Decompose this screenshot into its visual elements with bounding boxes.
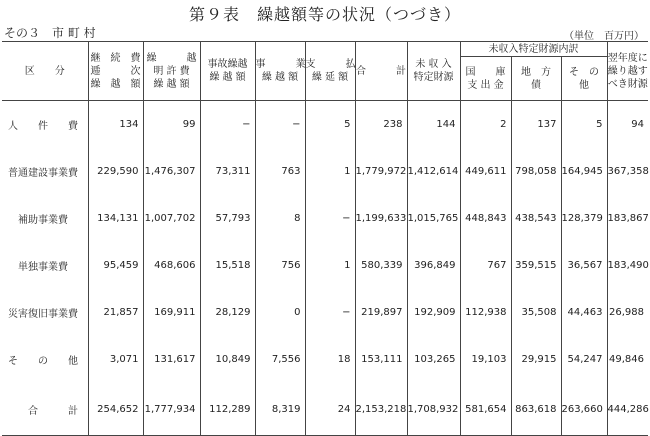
table-row — [2, 383, 648, 436]
table-cell: 94 — [607, 101, 648, 149]
table-cell: 112,938 — [460, 289, 511, 336]
table-cell: 863,618 — [511, 383, 561, 436]
table-cell: 7,556 — [255, 336, 305, 383]
page-title: 第９表 繰越額等の状況（つづき） — [188, 5, 461, 24]
row-label: そ の 他 — [8, 356, 78, 367]
table-row — [2, 195, 648, 242]
table-cell: 29,915 — [511, 336, 561, 383]
table-cell: 254,652 — [88, 383, 143, 436]
table-cell: 763 — [255, 148, 305, 195]
table-cell: 44,463 — [561, 289, 607, 336]
table-cell: 192,909 — [407, 289, 460, 336]
unit-label: （単位 百万円） — [564, 31, 644, 42]
table-cell: 444,286 — [607, 383, 648, 436]
table-cell: 798,058 — [511, 148, 561, 195]
table-cell: 1,007,702 — [143, 195, 200, 242]
table-cell: 134 — [88, 101, 143, 149]
table-row — [2, 148, 648, 195]
table-cell: − — [200, 101, 255, 149]
header-explicit-carryover: 繰 越 明 許 費 繰 越 額 — [143, 42, 200, 101]
header-national-subsidy: 国 庫 支 出 金 — [460, 57, 511, 101]
table-cell: 26,988 — [607, 289, 648, 336]
table-cell: 49,846 — [607, 336, 648, 383]
table-cell: 8,319 — [255, 383, 305, 436]
header-payment-deferral: 支 払 繰 延 額 — [305, 42, 355, 101]
table-cell: 449,611 — [460, 148, 511, 195]
table-cell: 1,015,765 — [407, 195, 460, 242]
table-cell: − — [255, 101, 305, 149]
table-cell: 468,606 — [143, 242, 200, 289]
table-cell: 99 — [143, 101, 200, 149]
table-cell: 1,412,614 — [407, 148, 460, 195]
table-cell: 438,543 — [511, 195, 561, 242]
table-cell: 0 — [255, 289, 305, 336]
row-label: 普通建設事業費 — [8, 168, 78, 179]
header-project-carryover: 事 業 繰 越 額 — [255, 42, 305, 101]
table-cell: 1,199,633 — [355, 195, 407, 242]
table-cell: 28,129 — [200, 289, 255, 336]
table-cell: − — [305, 195, 355, 242]
table-cell: 164,945 — [561, 148, 607, 195]
header-total: 合 計 — [355, 42, 407, 101]
carryover-table — [2, 41, 648, 436]
table-cell: 767 — [460, 242, 511, 289]
row-label: 災害復旧事業費 — [8, 309, 78, 320]
table-cell: 15,518 — [200, 242, 255, 289]
table-cell: 448,843 — [460, 195, 511, 242]
table-cell: 229,590 — [88, 148, 143, 195]
table-cell: 112,289 — [200, 383, 255, 436]
header-other: そ の 他 — [561, 57, 607, 101]
table-cell: 54,247 — [561, 336, 607, 383]
table-cell: 137 — [511, 101, 561, 149]
table-cell: 1,476,307 — [143, 148, 200, 195]
table-cell: 1,777,934 — [143, 383, 200, 436]
table-cell: 756 — [255, 242, 305, 289]
table-cell: 5 — [561, 101, 607, 149]
table-cell: 581,654 — [460, 383, 511, 436]
table-cell: 36,567 — [561, 242, 607, 289]
table-cell: 18 — [305, 336, 355, 383]
table-cell: 183,867 — [607, 195, 648, 242]
table-cell: 144 — [407, 101, 460, 149]
header-uncollected-revenue: 未 収 入 特定財源 — [407, 42, 460, 101]
table-cell: 169,911 — [143, 289, 200, 336]
table-cell: 1,779,972 — [355, 148, 407, 195]
table-row — [2, 101, 648, 149]
table-cell: 396,849 — [407, 242, 460, 289]
table-cell: 73,311 — [200, 148, 255, 195]
header-next-year-revenue: 翌年度に 繰り越す べき財源 — [607, 42, 648, 101]
header-accident-carryover: 事故繰越 繰 越 額 — [200, 42, 255, 101]
table-cell: 263,660 — [561, 383, 607, 436]
table-cell: 238 — [355, 101, 407, 149]
table-cell: 35,508 — [511, 289, 561, 336]
row-label: 補助事業費 — [8, 215, 68, 226]
table-cell: 1 — [305, 148, 355, 195]
table-cell: 3,071 — [88, 336, 143, 383]
table-row — [2, 242, 648, 289]
table-cell: 219,897 — [355, 289, 407, 336]
table-cell: 24 — [305, 383, 355, 436]
table-cell: − — [305, 289, 355, 336]
table-cell: 8 — [255, 195, 305, 242]
table-cell: 1,708,932 — [407, 383, 460, 436]
table-cell: 367,358 — [607, 148, 648, 195]
row-label: 人 件 費 — [8, 121, 78, 132]
table-row — [2, 289, 648, 336]
table-cell: 2,153,218 — [355, 383, 407, 436]
row-label: 単独事業費 — [8, 262, 68, 273]
table-cell: 128,379 — [561, 195, 607, 242]
table-cell: 1 — [305, 242, 355, 289]
table-row — [2, 336, 648, 383]
header-continuing-expense: 継 続 費 逓 次 繰 越 額 — [88, 42, 143, 101]
table-cell: 95,459 — [88, 242, 143, 289]
header-local-bonds: 地 方 債 — [511, 57, 561, 101]
table-cell: 134,131 — [88, 195, 143, 242]
table-cell: 19,103 — [460, 336, 511, 383]
table-cell: 183,490 — [607, 242, 648, 289]
header-kubun: 区 分 — [2, 42, 88, 101]
table-cell: 359,515 — [511, 242, 561, 289]
row-label: 合 計 — [2, 383, 88, 436]
table-cell: 580,339 — [355, 242, 407, 289]
table-cell: 2 — [460, 101, 511, 149]
table-cell: 131,617 — [143, 336, 200, 383]
table-cell: 153,111 — [355, 336, 407, 383]
table-cell: 57,793 — [200, 195, 255, 242]
table-subtitle: その３ 市 町 村 — [4, 26, 96, 40]
header-uncollected-breakdown: 未収入特定財源内訳 — [460, 42, 607, 57]
table-cell: 103,265 — [407, 336, 460, 383]
table-cell: 21,857 — [88, 289, 143, 336]
table-cell: 10,849 — [200, 336, 255, 383]
table-cell: 5 — [305, 101, 355, 149]
